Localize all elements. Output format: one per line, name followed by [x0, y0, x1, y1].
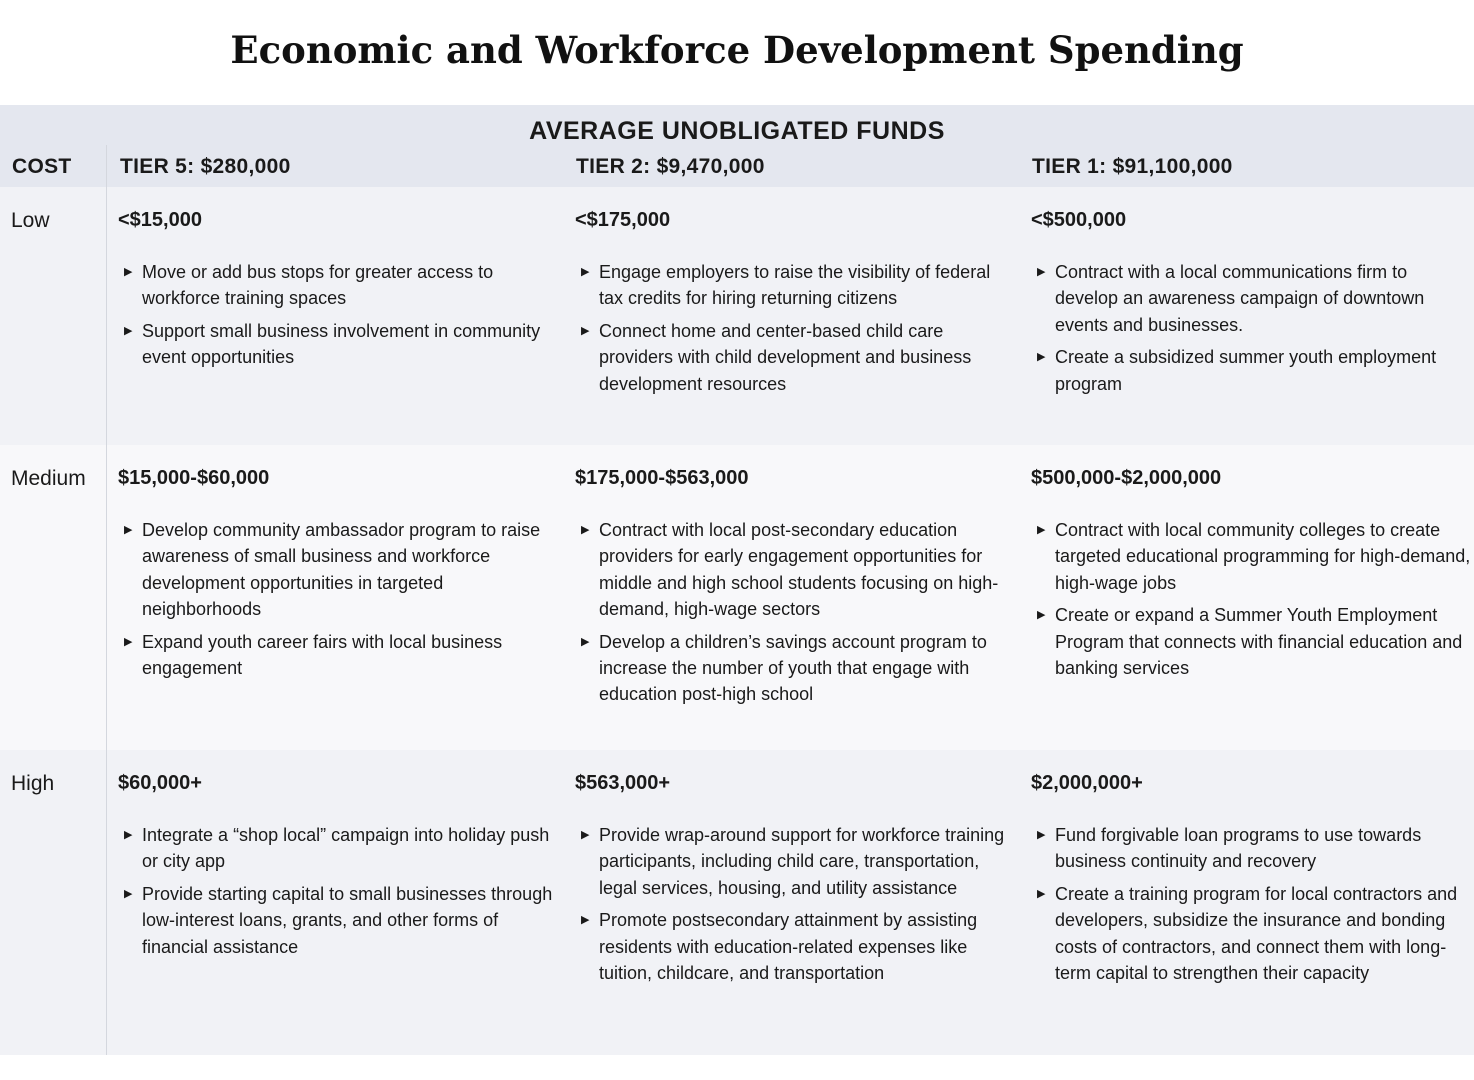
- triangle-bullet-icon: ▶: [124, 266, 133, 278]
- list-item: [1031, 517, 1471, 596]
- table-row-high: [0, 750, 1474, 1055]
- table-row-medium: [0, 445, 1474, 750]
- cost-range: $60,000+: [118, 772, 202, 794]
- cost-range: $500,000-$2,000,000: [1031, 467, 1222, 489]
- table-cell: [1031, 772, 1471, 993]
- list-item-text: Engage employers to raise the visibility of federal tax credits for hiring returning citizens: [599, 262, 991, 309]
- cost-label: High: [11, 772, 55, 795]
- table-cell: [118, 467, 558, 688]
- table-cell: [575, 467, 1015, 714]
- list-item-text: Contract with local post-secondary education providers for early engagement opportunities for middle and high school students focusing on high-demand, high-wage sectors: [599, 520, 999, 619]
- list-item: [118, 822, 558, 875]
- triangle-bullet-icon: ▶: [124, 635, 133, 648]
- list-item: [1031, 344, 1471, 397]
- triangle-bullet-icon: ▶: [1037, 888, 1046, 901]
- triangle-bullet-icon: ▶: [124, 325, 133, 338]
- triangle-bullet-icon: ▶: [1037, 829, 1046, 841]
- header-tier-1: TIER 1: $91,100,000: [1032, 155, 1233, 178]
- cost-range: $15,000-$60,000: [118, 467, 270, 489]
- triangle-bullet-icon: ▶: [581, 829, 590, 841]
- list-item: [575, 629, 1015, 708]
- triangle-bullet-icon: ▶: [581, 914, 590, 927]
- list-item-text: Integrate a “shop local” campaign into holiday push or city app: [142, 825, 550, 872]
- list-item: [575, 907, 1015, 986]
- triangle-bullet-icon: ▶: [124, 524, 133, 536]
- table-cell: [575, 772, 1015, 993]
- table-cell: [118, 772, 558, 966]
- triangle-bullet-icon: ▶: [124, 829, 133, 841]
- header-tier-2: TIER 2: $9,470,000: [576, 155, 765, 178]
- cost-range: <$175,000: [575, 209, 671, 231]
- table-header: [0, 105, 1474, 187]
- triangle-bullet-icon: ▶: [1037, 524, 1046, 536]
- list-item-text: Move or add bus stops for greater access to workforce training spaces: [142, 262, 494, 309]
- list-item: [575, 259, 1015, 312]
- list-item: [118, 318, 558, 371]
- list-item: [1031, 881, 1471, 986]
- list-item: [1031, 822, 1471, 875]
- list-item: [118, 881, 558, 960]
- list-item: [575, 822, 1015, 901]
- list-item-text: Support small business involvement in community event opportunities: [142, 321, 541, 368]
- table-cell: [1031, 467, 1471, 688]
- cost-label: Medium: [11, 467, 86, 490]
- list-item: [575, 517, 1015, 622]
- cost-range: <$15,000: [118, 209, 202, 231]
- list-item-text: Provide wrap-around support for workforce training participants, including child care, transportation, legal services, housing, and utility assistance: [599, 825, 1005, 898]
- list-item-text: Promote postsecondary attainment by assisting residents with education-related expenses like tuition, childcare, and transportation: [599, 910, 978, 983]
- cost-range: $2,000,000+: [1031, 772, 1143, 794]
- list-item-text: Fund forgivable loan programs to use towards business continuity and recovery: [1055, 825, 1422, 872]
- cost-range: $563,000+: [575, 772, 671, 794]
- list-item-text: Develop community ambassador program to raise awareness of small business and workforce development opportunities in targeted neighborhoods: [142, 520, 541, 619]
- list-item: [118, 259, 558, 312]
- table-cell: [1031, 209, 1471, 403]
- list-item: [118, 517, 558, 622]
- list-item: [118, 629, 558, 682]
- supertitle: AVERAGE UNOBLIGATED FUNDS: [529, 117, 945, 145]
- triangle-bullet-icon: ▶: [581, 635, 590, 648]
- list-item-text: Expand youth career fairs with local business engagement: [142, 631, 503, 678]
- triangle-bullet-icon: ▶: [124, 888, 133, 901]
- header-cost: COST: [12, 155, 72, 178]
- table-cell: [575, 209, 1015, 403]
- list-item-text: Contract with a local communications firm to develop an awareness campaign of downtown events and businesses.: [1055, 262, 1425, 335]
- cost-label: Low: [11, 209, 50, 232]
- list-item-text: Create a training program for local contractors and developers, subsidize the insurance and bonding costs of contractors, and connect them with long-term capital to strengthen their capacity: [1055, 884, 1458, 983]
- triangle-bullet-icon: ▶: [581, 524, 590, 536]
- triangle-bullet-icon: ▶: [1037, 609, 1046, 622]
- list-item-text: Connect home and center-based child care providers with child development and business development resources: [599, 321, 972, 394]
- list-item-text: Develop a children’s savings account program to increase the number of youth that engage with education post-high school: [599, 631, 987, 705]
- cost-range: <$500,000: [1031, 209, 1127, 231]
- list-item: [1031, 602, 1471, 681]
- cost-range: $175,000-$563,000: [575, 467, 749, 489]
- triangle-bullet-icon: ▶: [1037, 351, 1046, 364]
- list-item-text: Provide starting capital to small businesses through low-interest loans, grants, and other forms of financial assistance: [142, 884, 553, 957]
- triangle-bullet-icon: ▶: [1037, 266, 1046, 278]
- list-item: [1031, 259, 1471, 338]
- column-divider: [106, 145, 107, 1055]
- table-cell: [118, 209, 558, 377]
- list-item-text: Create a subsidized summer youth employment program: [1055, 347, 1437, 394]
- list-item-text: Contract with local community colleges to create targeted educational programming for high-demand, high-wage jobs: [1055, 520, 1471, 593]
- page-title: Economic and Workforce Development Spending: [230, 28, 1244, 72]
- triangle-bullet-icon: ▶: [581, 325, 590, 338]
- triangle-bullet-icon: ▶: [581, 266, 590, 278]
- list-item: [575, 318, 1015, 397]
- table-row-low: [0, 187, 1474, 445]
- header-tier-5: TIER 5: $280,000: [120, 155, 291, 178]
- list-item-text: Create or expand a Summer Youth Employment Program that connects with financial education and banking services: [1055, 605, 1463, 678]
